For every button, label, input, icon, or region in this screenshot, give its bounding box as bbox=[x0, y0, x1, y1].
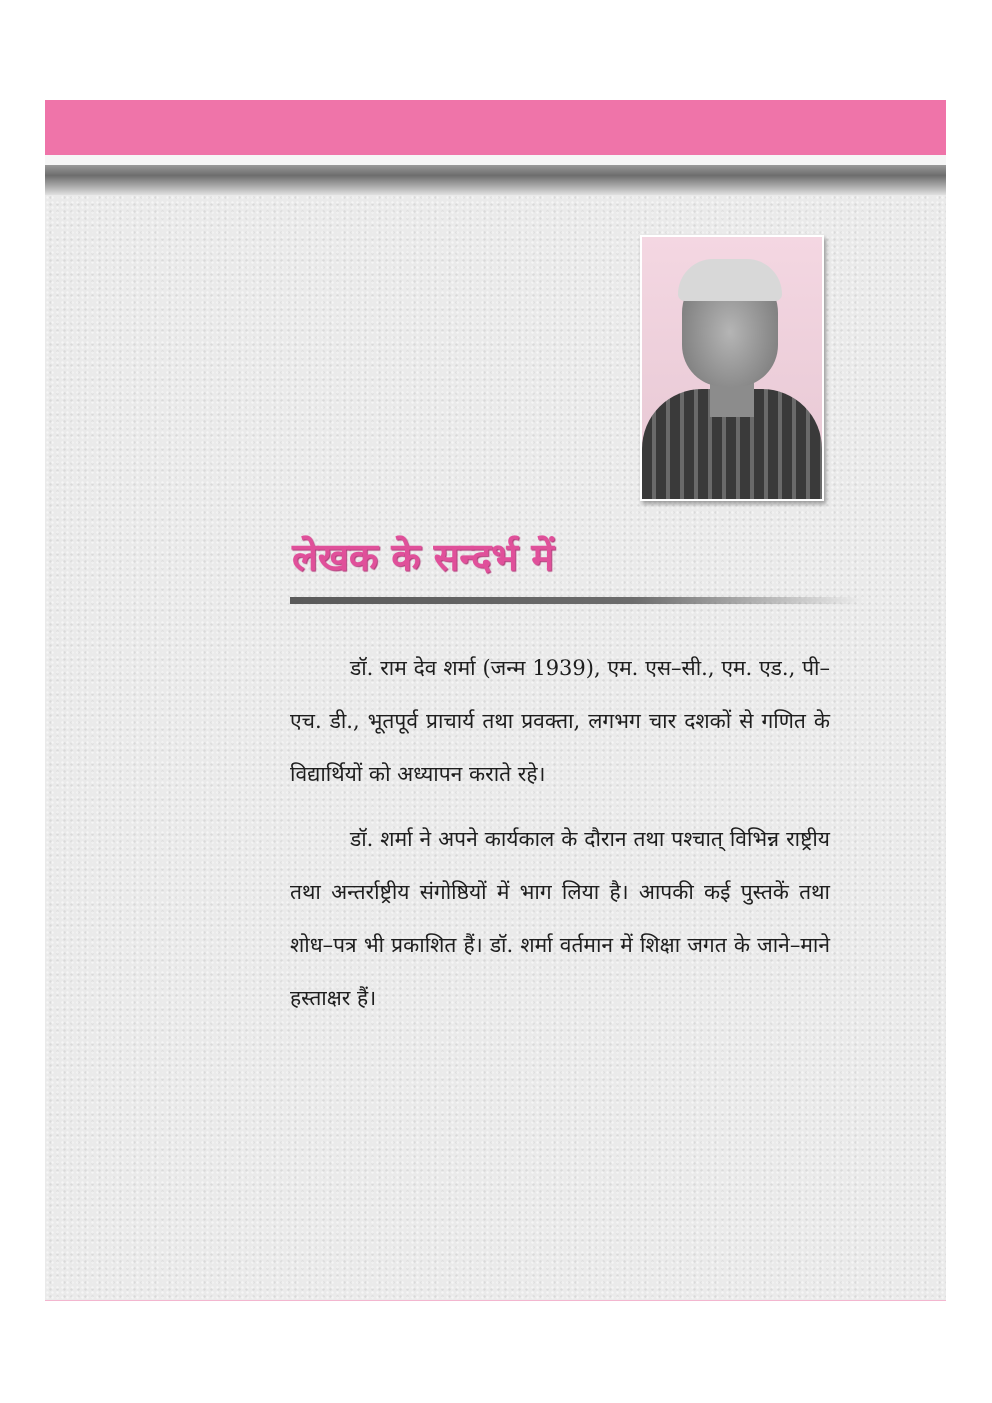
heading-rule bbox=[290, 597, 862, 604]
header-pink-band bbox=[45, 100, 946, 155]
section-heading: लेखक के सन्दर्भ में bbox=[292, 534, 554, 579]
author-photo bbox=[640, 235, 824, 501]
header-divider bbox=[45, 155, 946, 165]
header-gray-band bbox=[45, 165, 946, 195]
author-bio bbox=[290, 642, 830, 1037]
photo-hair bbox=[678, 259, 782, 301]
bio-paragraph: डॉ. शर्मा ने अपने कार्यकाल के दौरान तथा पश्चात् विभिन्न राष्ट्रीय तथा अन्तर्राष्ट्रीय संगोष्ठियों में भाग लिया है। आपकी कई पुस्तकें तथा शोध–पत्र भी प्रकाशित हैं। डॉ. शर्मा वर्तमान में शिक्षा जगत के जाने–माने हस्ताक्षर हैं। bbox=[290, 827, 830, 1010]
bio-paragraph: डॉ. राम देव शर्मा (जन्म 1939), एम. एस–सी., एम. एड., पी–एच. डी., भूतपूर्व प्राचार्य तथा प्रवक्ता, लगभग चार दशकों से गणित के विद्यार्थियों को अध्यापन कराते रहे। bbox=[290, 656, 830, 786]
